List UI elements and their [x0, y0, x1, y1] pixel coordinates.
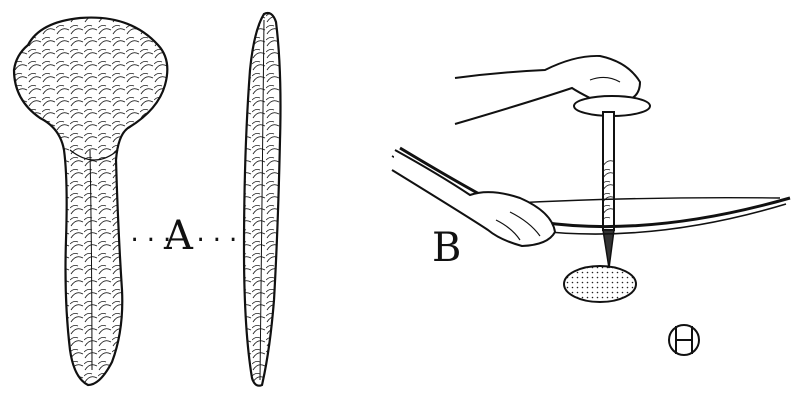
leader-dots-right: ... [194, 222, 243, 247]
monogram-mark [669, 325, 699, 355]
figure-label-b: B [432, 225, 462, 271]
flint-drill-long [244, 13, 281, 386]
figure-label-a: A [164, 213, 193, 259]
flint-drill-t-shaped [14, 18, 167, 385]
leader-dots-left: ... [128, 222, 177, 247]
